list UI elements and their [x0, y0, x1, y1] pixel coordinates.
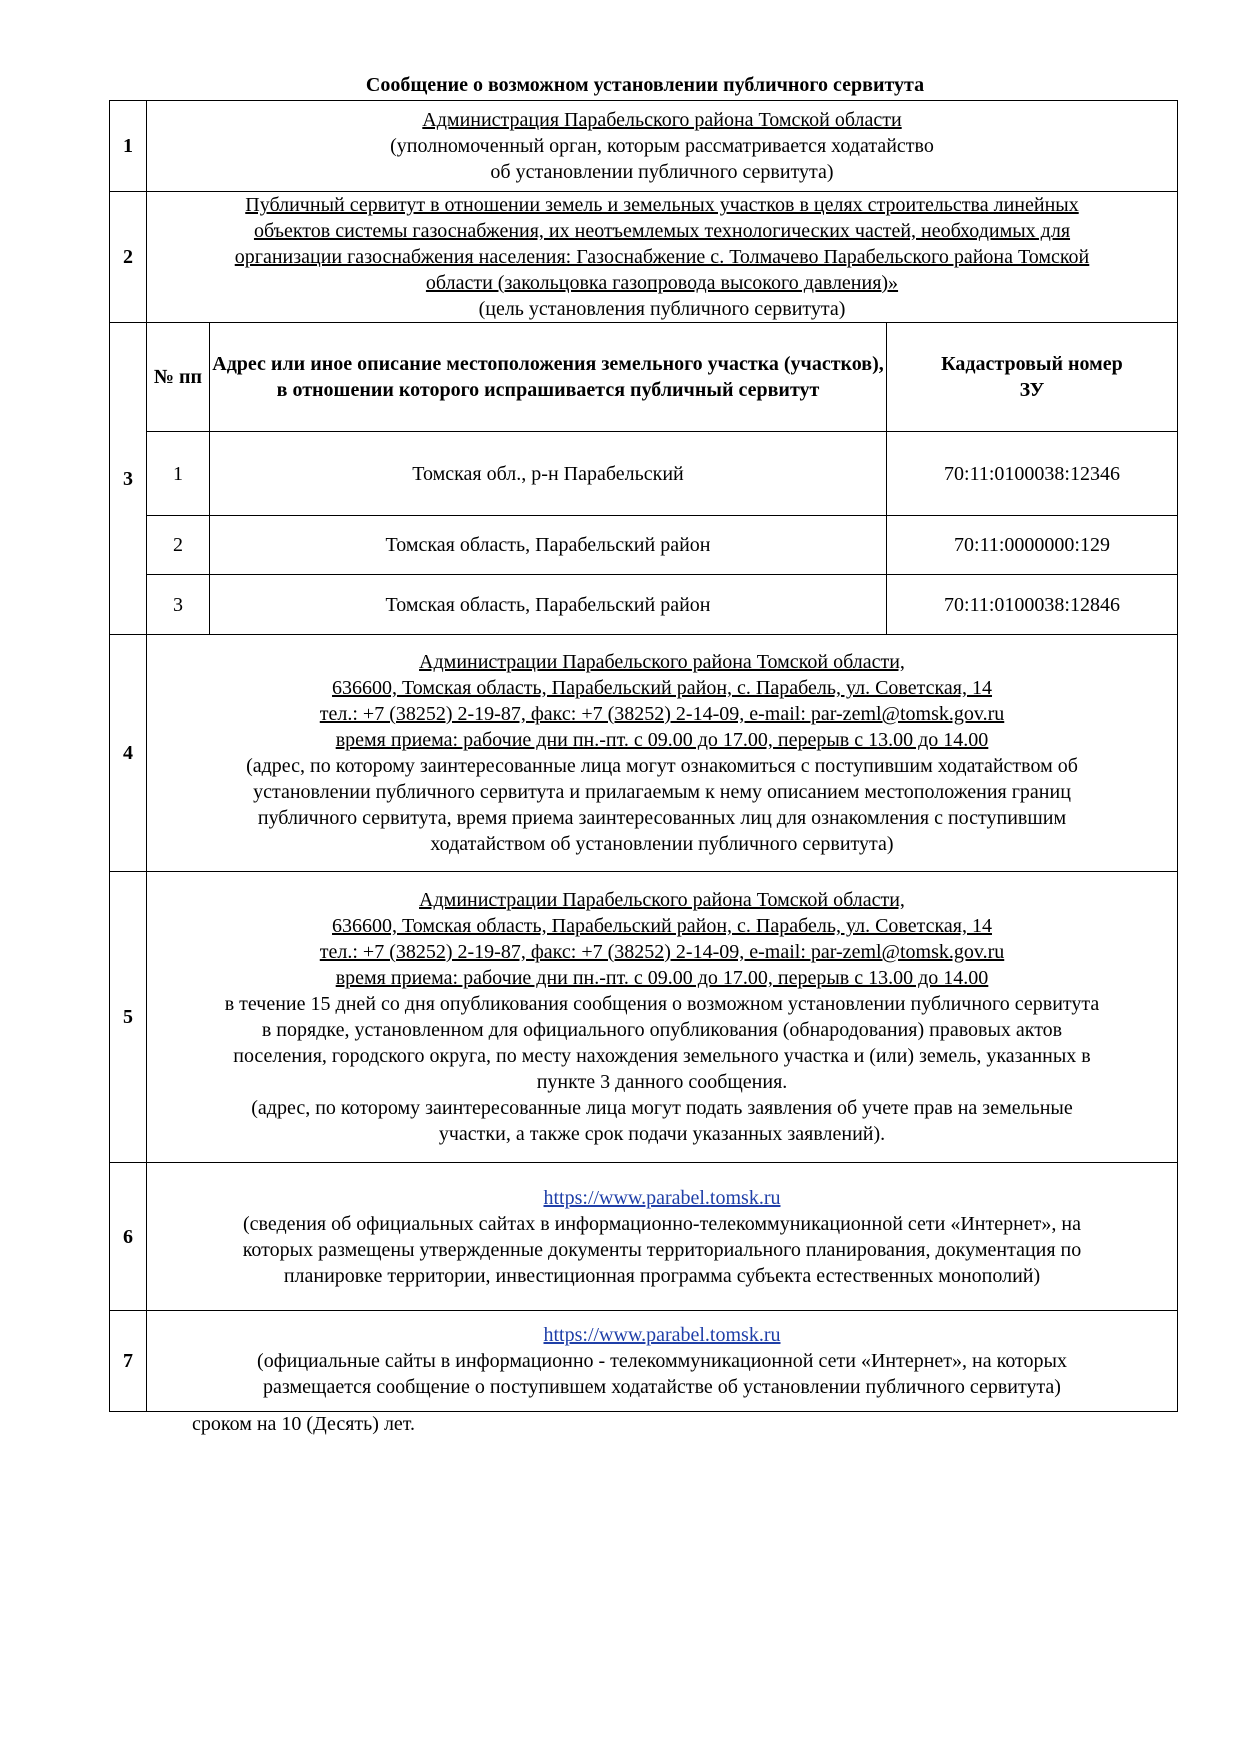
parcel-no: 3	[147, 575, 210, 635]
planning-sites-note: планировке территории, инвестиционная программа субъекта естественных монополий)	[283, 1264, 1041, 1287]
table-row	[110, 432, 1178, 516]
planning-sites-note: которых размещены утвержденные документы территориального планирования, документация по	[242, 1238, 1082, 1261]
row-publication-sites	[110, 1311, 1178, 1412]
term-footnote: сроком на 10 (Десять) лет.	[192, 1413, 416, 1435]
review-note: ходатайством об установлении публичного сервитута)	[430, 833, 894, 855]
row-number: 5	[110, 872, 147, 1163]
publication-site-link[interactable]: https://www.parabel.tomsk.ru	[543, 1324, 781, 1346]
notice-table	[109, 100, 1178, 1412]
row-application-address	[110, 872, 1178, 1163]
authority-cell	[147, 101, 1178, 192]
page-title: Сообщение о возможном установлении публичного сервитута	[365, 74, 925, 96]
org-hours: время приема: рабочие дни пн.-пт. с 09.00 до 17.00, перерыв с 13.00 до 14.00	[335, 729, 989, 751]
parcel-address: Томская обл., р-н Парабельский	[210, 432, 887, 516]
col-header-address: Адрес или иное описание местоположения земельного участка (участков), в отношении которого испрашивается публичный сервитут	[210, 323, 887, 432]
parcel-cadastral: 70:11:0100038:12846	[887, 575, 1178, 635]
row-number: 4	[110, 635, 147, 872]
parcel-no: 2	[147, 516, 210, 575]
application-note: участки, а также срок подачи указанных заявлений).	[438, 1123, 886, 1145]
table-row	[110, 516, 1178, 575]
planning-sites-note: (сведения об официальных сайтах в информационно-телекоммуникационной сети «Интернет», на	[242, 1212, 1082, 1235]
application-address-cell	[147, 872, 1178, 1163]
table-row	[110, 575, 1178, 635]
row-number: 1	[110, 101, 147, 192]
term-text: в порядке, установленном для официального опубликования (обнародования) правовых актов	[261, 1019, 1063, 1041]
authority-note: (уполномоченный орган, которым рассматривается ходатайство	[390, 135, 934, 157]
org-contacts: тел.: +7 (38252) 2-19-87, факс: +7 (38252) 2-14-09, e-mail: par-zeml@tomsk.gov.ru	[319, 703, 1005, 725]
row-review-address	[110, 635, 1178, 872]
review-address-cell	[147, 635, 1178, 872]
org-address: 636600, Томская область, Парабельский район, с. Парабель, ул. Советская, 14	[332, 677, 992, 699]
org-name: Администрации Парабельского района Томской области,	[419, 889, 905, 911]
publication-sites-note: размещается сообщение о поступившем ходатайстве об установлении публичного сервитута)	[263, 1376, 1061, 1398]
col-header-no: № пп	[147, 323, 210, 432]
purpose-cell	[147, 192, 1178, 323]
review-note: (адрес, по которому заинтересованные лица могут ознакомиться с поступившим ходатайством об	[246, 755, 1078, 777]
term-text: в течение 15 дней со дня опубликования сообщения о возможном установлении публичного сервитута	[224, 993, 1100, 1015]
col-header-cadastral	[887, 323, 1178, 432]
purpose-text: области (закольцовка газопровода высокого давления)»	[425, 272, 899, 294]
row-number: 3	[110, 323, 147, 635]
parcel-cadastral: 70:11:0000000:129	[887, 516, 1178, 575]
publication-sites-cell	[147, 1311, 1178, 1412]
row-authority	[110, 101, 1178, 192]
planning-site-link[interactable]: https://www.parabel.tomsk.ru	[543, 1186, 781, 1209]
row-planning-sites	[110, 1163, 1178, 1311]
row-number: 6	[110, 1163, 147, 1311]
parcel-address: Томская область, Парабельский район	[210, 516, 887, 575]
org-name: Администрации Парабельского района Томской области,	[419, 651, 905, 673]
review-note: установлении публичного сервитута и прилагаемым к нему описанием местоположения границ	[253, 781, 1071, 803]
purpose-text: Публичный сервитут в отношении земель и земельных участков в целях строительства линейных	[245, 194, 1079, 216]
application-note: (адрес, по которому заинтересованные лица могут подать заявления об учете прав на земельные	[251, 1097, 1073, 1119]
authority-name: Администрация Парабельского района Томской области	[422, 109, 902, 131]
purpose-text: организации газоснабжения населения: Газоснабжение с. Толмачево Парабельского района Томской	[234, 246, 1090, 268]
publication-sites-note: (официальные сайты в информационно - телекоммуникационной сети «Интернет», на которых	[257, 1350, 1067, 1372]
col-header-cadastral-text: Кадастровый номер ЗУ	[941, 353, 1123, 401]
term-text: поселения, городского округа, по месту нахождения земельного участка и (или) земель, указанных в	[233, 1045, 1091, 1067]
planning-sites-cell	[147, 1163, 1178, 1311]
purpose-text: объектов системы газоснабжения, их неотъемлемых технологических частей, необходимых для	[253, 220, 1071, 242]
row-purpose	[110, 192, 1178, 323]
parcel-cadastral: 70:11:0100038:12346	[887, 432, 1178, 516]
parcel-address: Томская область, Парабельский район	[210, 575, 887, 635]
review-note: публичного сервитута, время приема заинтересованных лиц для ознакомления с поступившим	[257, 807, 1067, 829]
parcels-header-row	[110, 323, 1178, 432]
org-contacts: тел.: +7 (38252) 2-19-87, факс: +7 (38252) 2-14-09, e-mail: par-zeml@tomsk.gov.ru	[319, 941, 1005, 963]
row-number: 7	[110, 1311, 147, 1412]
row-number: 2	[110, 192, 147, 323]
authority-note: об установлении публичного сервитута)	[490, 161, 834, 183]
term-text: пункте 3 данного сообщения.	[536, 1071, 788, 1093]
purpose-note: (цель установления публичного сервитута)	[478, 298, 846, 320]
org-address: 636600, Томская область, Парабельский район, с. Парабель, ул. Советская, 14	[332, 915, 992, 937]
parcel-no: 1	[147, 432, 210, 516]
org-hours: время приема: рабочие дни пн.-пт. с 09.00 до 17.00, перерыв с 13.00 до 14.00	[335, 967, 989, 989]
